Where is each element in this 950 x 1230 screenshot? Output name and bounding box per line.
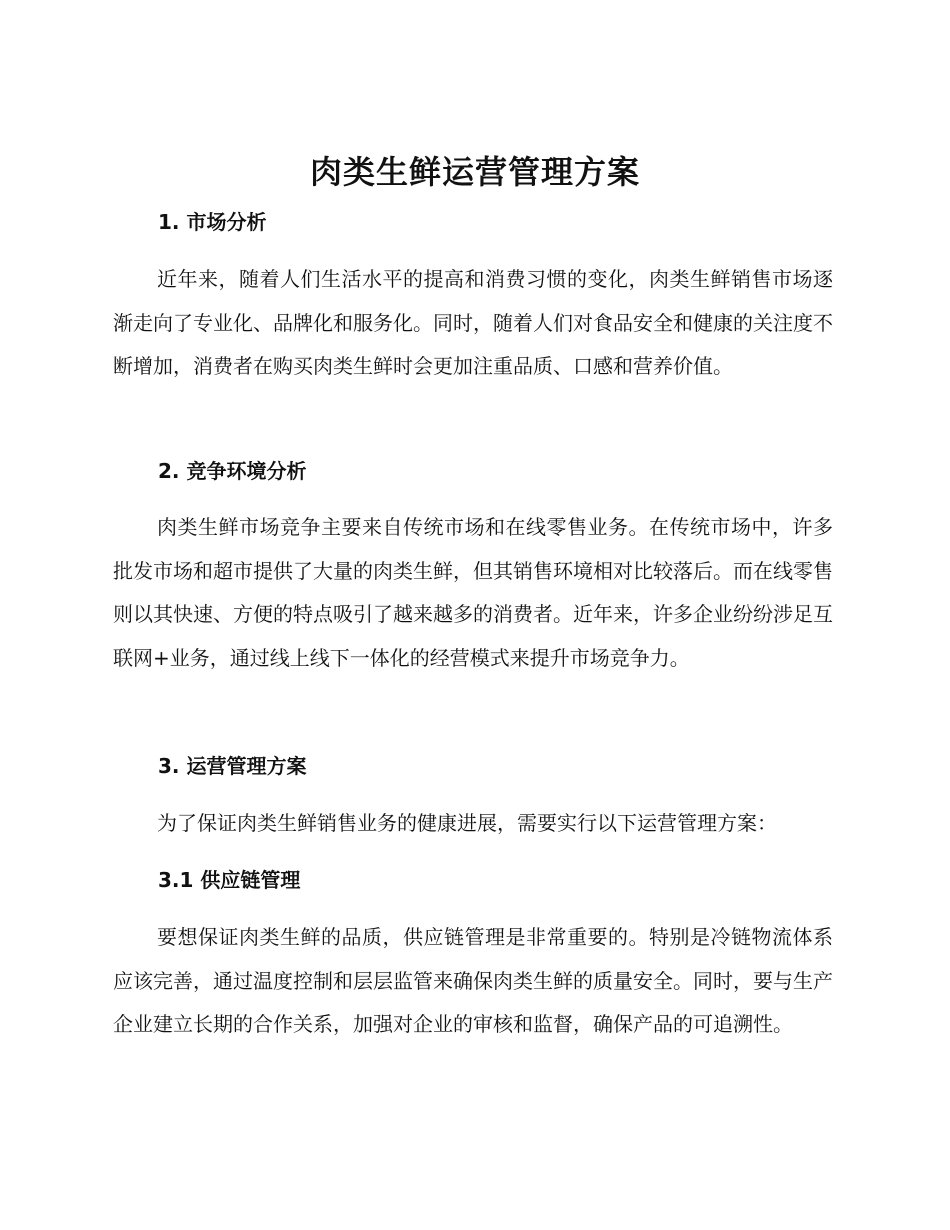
section-heading-market-analysis: 1. 市场分析 <box>158 210 267 234</box>
section-heading-competition: 2. 竞争环境分析 <box>158 459 307 483</box>
paragraph-operations: 为了保证肉类生鲜销售业务的健康进展，需要实行以下运营管理方案： <box>157 811 777 835</box>
paragraph-competition: 肉类生鲜市场竞争主要来自传统市场和在线零售业务。在传统市场中，许多批发市场和超市提供了大量的肉类生鲜，但其销售环境相对比较落后。而在线零售则以其快速、方便的特点吸引了越来越多的消费者。近年来，许多企业纷纷涉足互联网+业务，通过线上线下一体化的经营模式来提升市场竞争力。 <box>113 515 833 670</box>
section-heading-operations: 3. 运营管理方案 <box>158 754 307 778</box>
section-heading-supply-chain: 3.1 供应链管理 <box>158 868 301 892</box>
document-title: 肉类生鲜运营管理方案 <box>309 153 640 191</box>
paragraph-market-analysis: 近年来，随着人们生活水平的提高和消费习惯的变化，肉类生鲜销售市场逐渐走向了专业化、品牌化和服务化。同时，随着人们对食品安全和健康的关注度不断增加，消费者在购买肉类生鲜时会更加注重品质、口感和营养价值。 <box>113 267 833 378</box>
paragraph-supply-chain: 要想保证肉类生鲜的品质，供应链管理是非常重要的。特别是冷链物流体系应该完善，通过温度控制和层层监管来确保肉类生鲜的质量安全。同时，要与生产企业建立长期的合作关系，加强对企业的审核和监督，确保产品的可追溯性。 <box>113 925 833 1036</box>
